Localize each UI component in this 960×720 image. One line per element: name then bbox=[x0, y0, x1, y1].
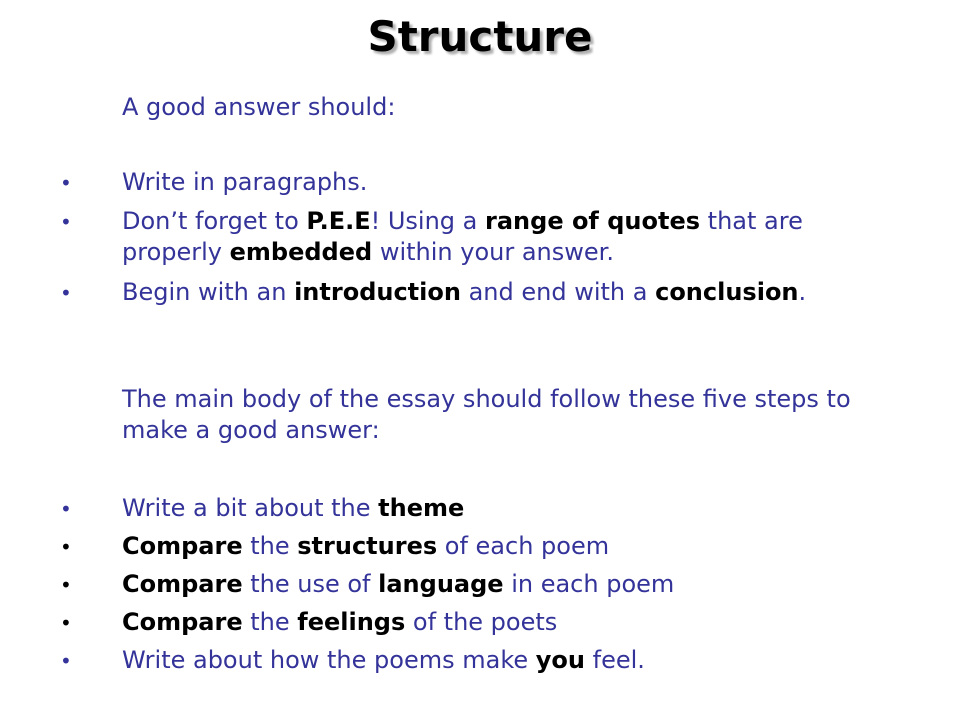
text-run: Begin with an bbox=[122, 278, 295, 306]
emphasis-text: range of quotes bbox=[485, 207, 701, 235]
text-run: Write a bit about the bbox=[122, 494, 379, 522]
bullet: • bbox=[60, 611, 72, 635]
text-run: of each poem bbox=[437, 532, 610, 560]
emphasis-text: embedded bbox=[229, 238, 373, 266]
text-run: the bbox=[242, 532, 298, 560]
text-run: Write about how the poems make bbox=[122, 646, 536, 674]
body-text: The main body of the essay should follow these five steps to make a good answer: bbox=[122, 385, 851, 444]
text-run: of the poets bbox=[405, 608, 558, 636]
intro-text: A good answer should: bbox=[122, 93, 396, 121]
text-run: that are properly bbox=[122, 207, 803, 266]
text-run: . bbox=[798, 278, 807, 306]
bullet: • bbox=[60, 535, 72, 559]
slide-title: Structure bbox=[367, 12, 593, 61]
list-item bbox=[122, 206, 900, 268]
bullet: • bbox=[60, 281, 72, 305]
emphasis-text: theme bbox=[378, 494, 465, 522]
emphasis-text: P.E.E bbox=[306, 207, 371, 235]
text-run: the use of bbox=[242, 570, 379, 598]
emphasis-text: Compare bbox=[122, 532, 243, 560]
emphasis-text: introduction bbox=[294, 278, 461, 306]
list-item bbox=[122, 493, 900, 524]
bullet: • bbox=[60, 573, 72, 597]
emphasis-text: conclusion bbox=[655, 278, 799, 306]
emphasis-text: feelings bbox=[297, 608, 406, 636]
list-item bbox=[122, 645, 900, 676]
text-run: the bbox=[242, 608, 298, 636]
text-run: ! Using a bbox=[370, 207, 486, 235]
text-run: Write in paragraphs. bbox=[122, 168, 368, 196]
list-item bbox=[122, 607, 900, 638]
bullet: • bbox=[60, 210, 72, 234]
text-run: Don’t forget to bbox=[122, 207, 307, 235]
bullet: • bbox=[60, 649, 72, 673]
bullet: • bbox=[60, 171, 72, 195]
emphasis-text: Compare bbox=[122, 608, 243, 636]
emphasis-text: structures bbox=[297, 532, 438, 560]
emphasis-text: Compare bbox=[122, 570, 243, 598]
list-item bbox=[122, 569, 900, 600]
list-item bbox=[122, 531, 900, 562]
text-run: and end with a bbox=[460, 278, 656, 306]
bullet: • bbox=[60, 497, 72, 521]
text-run: within your answer. bbox=[372, 238, 614, 266]
text-run: feel. bbox=[584, 646, 645, 674]
text-run: in each poem bbox=[503, 570, 675, 598]
emphasis-text: you bbox=[535, 646, 585, 674]
list-item bbox=[122, 277, 900, 308]
emphasis-text: language bbox=[378, 570, 504, 598]
list-item bbox=[122, 167, 900, 198]
